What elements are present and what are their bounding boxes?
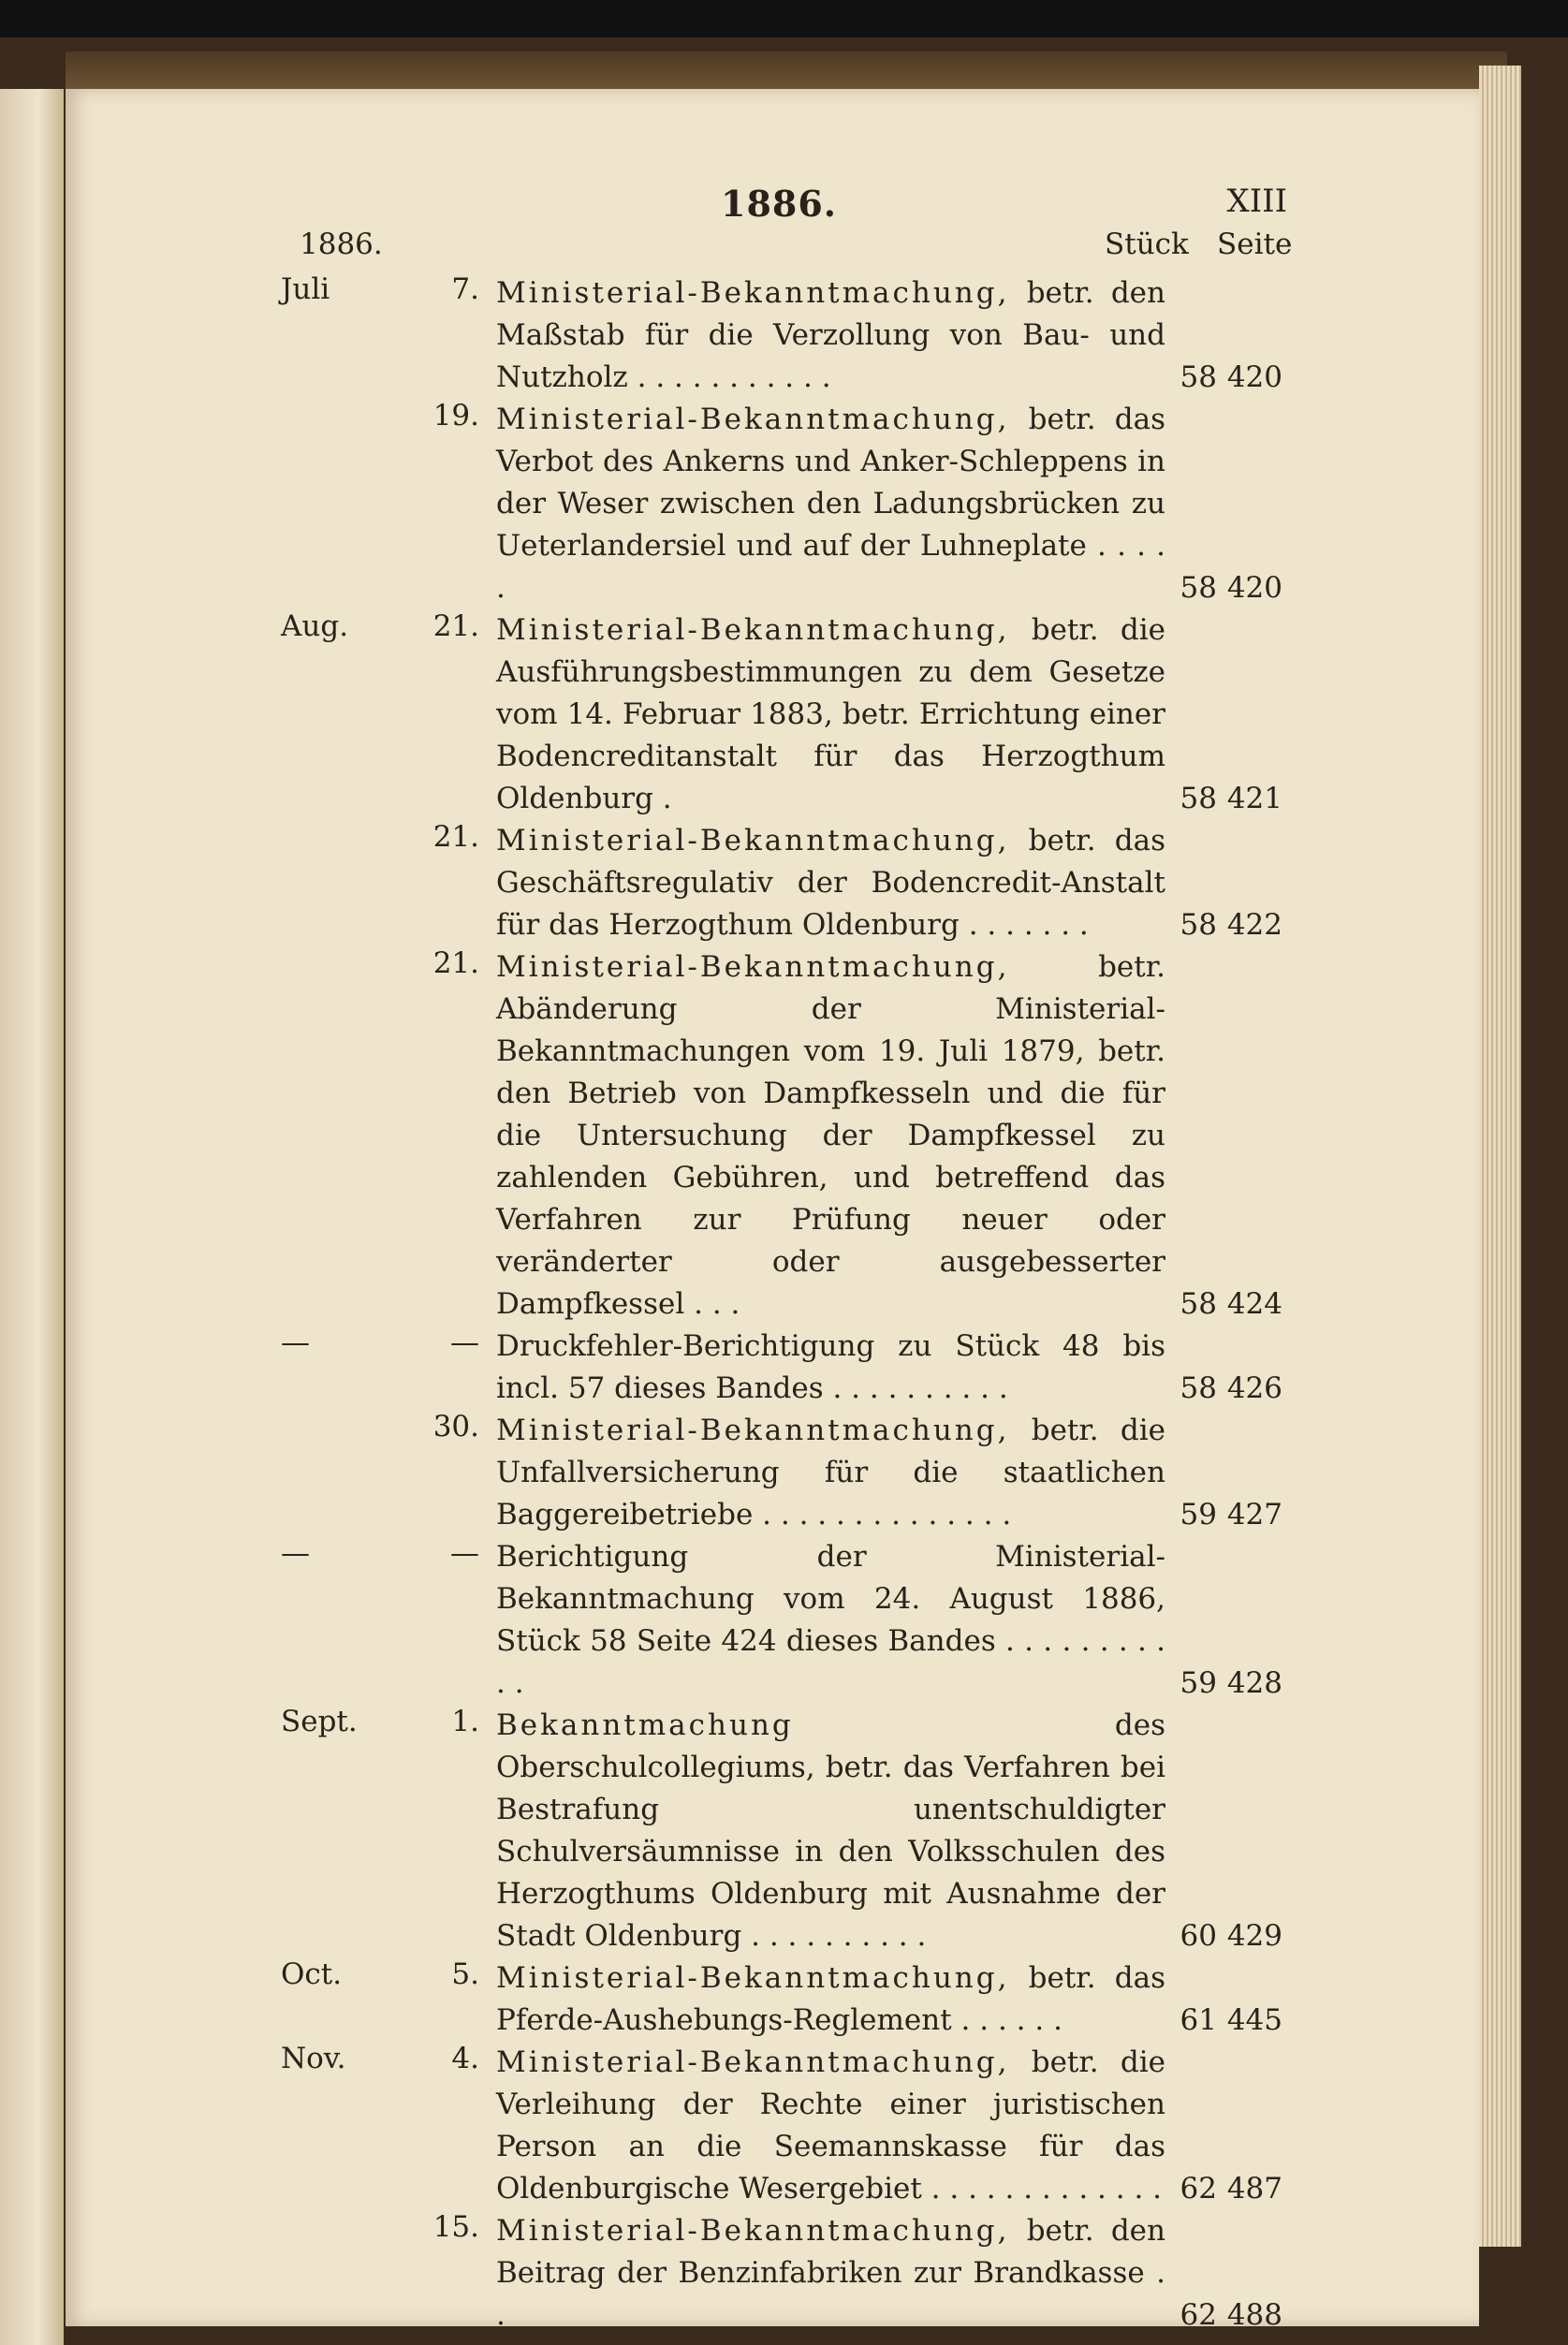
entry-seite: 427 (1226, 1498, 1282, 1532)
entry-text (496, 1957, 1165, 2042)
entry-month: Aug. (281, 609, 349, 643)
entry-references (1170, 567, 1282, 609)
entry-day: 21. (432, 820, 479, 854)
entry-text (496, 2210, 1165, 2337)
entry-day: 15. (432, 2210, 479, 2244)
entry-stueck: 61 (1180, 2003, 1217, 2037)
entry-text (496, 609, 1165, 820)
entry-references (1170, 357, 1282, 399)
entry-month: Nov. (281, 2042, 346, 2075)
entry-lead: Ministerial-Bekanntmachung, (496, 824, 1010, 857)
entry-lead: Ministerial-Bekanntmachung, (496, 2045, 1010, 2079)
entry-references (1170, 778, 1282, 820)
entry-text (496, 820, 1165, 946)
entry-day: 30. (432, 1410, 479, 1444)
entry-description: betr. Abänderung der Ministerial-Bekanntmachungen vom 19. Juli 1879, betr. den Betrieb von Dampfkesseln und die für die Untersuchung der Dampfkessel zu zahlenden Gebühren, und betreffend das Verfahren zur Prüfung neuer oder veränderter oder ausgebesserter Dampfkessel . . . (496, 950, 1165, 1321)
entry-description: Berichtigung der Ministerial-Bekanntmachung vom 24. August 1886, Stück 58 Seite 424 dieses Bandes . . . . . . . . . . . (496, 1540, 1165, 1700)
entry-seite: 426 (1226, 1371, 1282, 1405)
entry-text (496, 1705, 1165, 1957)
entry-seite: 429 (1226, 1919, 1282, 1953)
entry-seite: 420 (1226, 360, 1282, 394)
entry-lead: Ministerial-Bekanntmachung, (496, 276, 1010, 310)
entry-seite: 445 (1226, 2003, 1282, 2037)
entry-text (496, 399, 1165, 609)
entry-lead: Ministerial-Bekanntmachung, (496, 950, 1010, 984)
entry-stueck: 59 (1180, 1666, 1217, 1700)
entry-references (1170, 1663, 1282, 1705)
entry-stueck: 58 (1180, 782, 1217, 815)
entry-text (496, 1410, 1165, 1536)
entry-text (496, 272, 1165, 399)
entry-stueck: 58 (1180, 1287, 1217, 1321)
entry-references (1170, 904, 1282, 946)
entry-row (281, 1957, 1282, 2042)
entry-stueck: 62 (1180, 2172, 1217, 2206)
entry-description: betr. den Maßstab für die Verzollung von Bau- und Nutzholz . . . . . . . . . . . (496, 276, 1165, 394)
column-stueck: Stück (1105, 227, 1189, 261)
entry-lead: Bekanntmachung (496, 1708, 794, 1742)
entry-row (281, 2042, 1282, 2210)
page-number: XIII (1226, 183, 1287, 220)
entry-references (1170, 1368, 1282, 1410)
entry-references (1170, 2294, 1282, 2337)
entry-references (1170, 1494, 1282, 1536)
entry-description: betr. das Verbot des Ankerns und Anker-Schleppens in der Weser zwischen den Ladungsbrücken zu Ueterlandersiel und auf der Luhneplate . . . . . (496, 403, 1165, 605)
entry-seite: 428 (1226, 1666, 1282, 1700)
column-year: 1886. (300, 227, 383, 261)
book-top-edge (66, 51, 1507, 89)
entry-day: — (450, 1536, 479, 1570)
entry-stueck: 58 (1180, 1371, 1217, 1405)
entry-row (281, 1705, 1282, 1957)
entry-day: 21. (432, 609, 479, 643)
entry-day: 5. (451, 1957, 479, 1991)
entry-description: betr. die Ausführungsbestimmungen zu dem Gesetze vom 14. Februar 1883, betr. Errichtung einer Bodencreditanstalt für das Herzogthum Oldenburg . (496, 613, 1166, 815)
entry-stueck: 58 (1180, 360, 1217, 394)
entry-stueck: 58 (1180, 908, 1217, 942)
entry-month: Sept. (281, 1705, 358, 1738)
entry-day: 19. (432, 399, 479, 432)
entry-seite: 420 (1226, 571, 1282, 605)
entry-row (281, 946, 1282, 1326)
entry-list (281, 272, 1282, 2337)
page-edges (1479, 66, 1521, 2247)
entry-month: — (281, 1326, 310, 1359)
entry-references (1170, 2000, 1282, 2042)
entry-references (1170, 1283, 1282, 1326)
entry-row (281, 820, 1282, 946)
entry-row (281, 399, 1282, 609)
entry-stueck: 59 (1180, 1498, 1217, 1532)
entry-lead: Ministerial-Bekanntmachung, (496, 1414, 1010, 1447)
entry-description: Druckfehler-Berichtigung zu Stück 48 bis incl. 57 dieses Bandes . . . . . . . . . . (496, 1329, 1165, 1405)
entry-text (496, 1536, 1165, 1705)
entry-row (281, 1410, 1282, 1536)
entry-text (496, 2042, 1165, 2210)
entry-month: — (281, 1536, 310, 1570)
entry-seite: 424 (1226, 1287, 1282, 1321)
entry-lead: Ministerial-Bekanntmachung, (496, 403, 1010, 436)
entry-references (1170, 2168, 1282, 2210)
entry-description: betr. die Verleihung der Rechte einer juristischen Person an die Seemannskasse für das Oldenburgische Wesergebiet . . . . . . . . . . . . . (496, 2045, 1166, 2206)
column-header (281, 227, 1293, 272)
entry-seite: 488 (1226, 2298, 1282, 2332)
running-head-year: 1886. (721, 183, 837, 225)
entry-row (281, 1536, 1282, 1705)
entry-row (281, 2210, 1282, 2337)
entry-text (496, 1326, 1165, 1410)
entry-lead: Ministerial-Bekanntmachung, (496, 1961, 1010, 1995)
entry-lead: Ministerial-Bekanntmachung, (496, 613, 1010, 647)
entry-description: des Oberschulcollegiums, betr. das Verfahren bei Bestrafung unentschuldigter Schulversäumnisse in den Volksschulen des Herzogthums Oldenburg mit Ausnahme der Stadt Oldenburg . . . . . . . . . . (496, 1708, 1165, 1953)
entry-description: betr. das Geschäftsregulativ der Bodencredit-Anstalt für das Herzogthum Oldenburg . . . . . . . (496, 824, 1165, 942)
entry-day: 7. (451, 272, 479, 306)
entry-stueck: 58 (1180, 571, 1217, 605)
entry-day: 1. (451, 1705, 479, 1738)
entry-stueck: 60 (1180, 1919, 1217, 1953)
entry-row (281, 609, 1282, 820)
entry-description: betr. die Unfallversicherung für die staatlichen Baggereibetriebe . . . . . . . . . . . . . . (496, 1414, 1166, 1532)
entry-stueck: 62 (1180, 2298, 1217, 2332)
entry-day: 4. (451, 2042, 479, 2075)
entry-month: Oct. (281, 1957, 343, 1991)
entry-lead: Ministerial-Bekanntmachung, (496, 2214, 1010, 2248)
entry-row (281, 272, 1282, 399)
entry-row (281, 1326, 1282, 1410)
page-content (281, 183, 1293, 2337)
entry-description: betr. den Beitrag der Benzinfabriken zur Brandkasse . . (496, 2214, 1165, 2332)
column-seite: Seite (1217, 227, 1293, 261)
entry-day: — (450, 1326, 479, 1359)
entry-text (496, 946, 1165, 1326)
entry-references (1170, 1915, 1282, 1957)
entry-seite: 421 (1226, 782, 1282, 815)
left-page-edge (0, 89, 64, 2345)
entry-day: 21. (432, 946, 479, 980)
running-head (281, 183, 1287, 227)
entry-seite: 422 (1226, 908, 1282, 942)
entry-seite: 487 (1226, 2172, 1282, 2206)
entry-month: Juli (281, 272, 330, 306)
entry-description: betr. das Pferde-Aushebungs-Reglement . . . . . . (496, 1961, 1165, 2037)
